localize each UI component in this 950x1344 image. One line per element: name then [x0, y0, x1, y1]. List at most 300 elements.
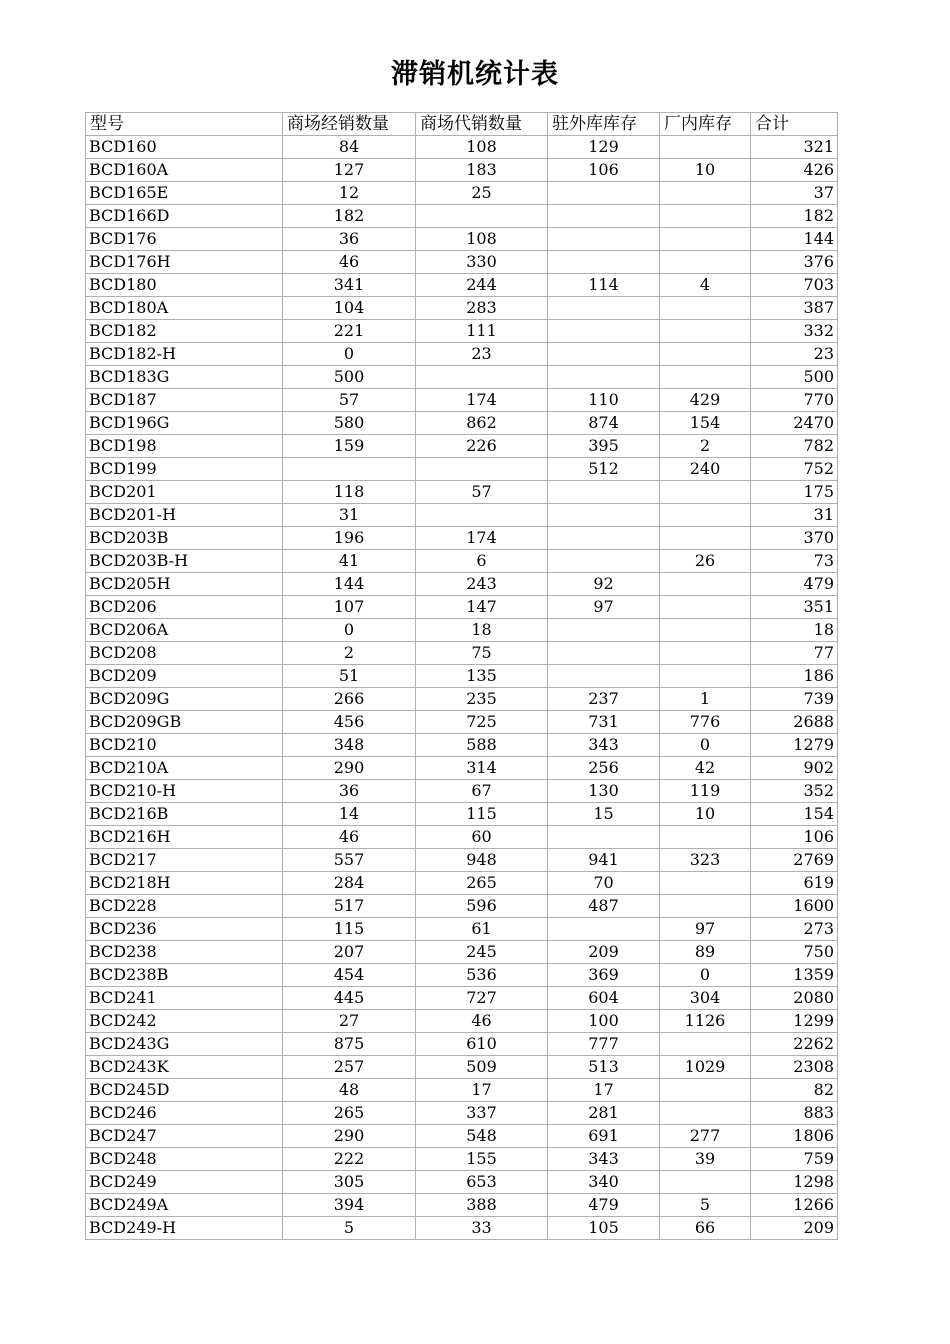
mall-dealer-qty-cell: 222 — [283, 1148, 416, 1171]
model-cell: BCD182-H — [86, 343, 283, 366]
external-warehouse-stock-cell: 604 — [548, 987, 660, 1010]
model-cell: BCD180 — [86, 274, 283, 297]
mall-dealer-qty-cell: 221 — [283, 320, 416, 343]
mall-consign-qty-cell: 17 — [416, 1079, 548, 1102]
total-cell: 750 — [751, 941, 838, 964]
mall-consign-qty-cell: 147 — [416, 596, 548, 619]
table-row — [86, 780, 838, 803]
mall-consign-qty-cell: 108 — [416, 228, 548, 251]
table-row — [86, 987, 838, 1010]
mall-dealer-qty-cell: 115 — [283, 918, 416, 941]
model-cell: BCD249 — [86, 1171, 283, 1194]
mall-consign-qty-cell: 183 — [416, 159, 548, 182]
mall-dealer-qty-cell: 127 — [283, 159, 416, 182]
model-cell: BCD176H — [86, 251, 283, 274]
factory-stock-cell: 10 — [660, 803, 751, 826]
model-cell: BCD216B — [86, 803, 283, 826]
total-cell: 106 — [751, 826, 838, 849]
mall-consign-qty-cell: 135 — [416, 665, 548, 688]
model-cell: BCD238B — [86, 964, 283, 987]
mall-consign-qty-cell: 337 — [416, 1102, 548, 1125]
mall-dealer-qty-cell: 41 — [283, 550, 416, 573]
mall-consign-qty-cell: 265 — [416, 872, 548, 895]
mall-consign-qty-cell: 509 — [416, 1056, 548, 1079]
factory-stock-cell: 154 — [660, 412, 751, 435]
model-cell: BCD210-H — [86, 780, 283, 803]
header-external-warehouse-stock: 驻外库库存 — [548, 113, 660, 136]
mall-dealer-qty-cell — [283, 458, 416, 481]
factory-stock-cell: 304 — [660, 987, 751, 1010]
mall-dealer-qty-cell: 118 — [283, 481, 416, 504]
mall-dealer-qty-cell: 445 — [283, 987, 416, 1010]
mall-dealer-qty-cell: 348 — [283, 734, 416, 757]
table-row — [86, 389, 838, 412]
mall-dealer-qty-cell: 57 — [283, 389, 416, 412]
external-warehouse-stock-cell: 92 — [548, 573, 660, 596]
external-warehouse-stock-cell: 874 — [548, 412, 660, 435]
model-cell: BCD201-H — [86, 504, 283, 527]
mall-consign-qty-cell: 60 — [416, 826, 548, 849]
external-warehouse-stock-cell: 209 — [548, 941, 660, 964]
model-cell: BCD249-H — [86, 1217, 283, 1240]
mall-consign-qty-cell: 610 — [416, 1033, 548, 1056]
factory-stock-cell — [660, 251, 751, 274]
table-row — [86, 1217, 838, 1240]
factory-stock-cell: 323 — [660, 849, 751, 872]
mall-consign-qty-cell: 46 — [416, 1010, 548, 1033]
factory-stock-cell: 26 — [660, 550, 751, 573]
total-cell: 82 — [751, 1079, 838, 1102]
total-cell: 1299 — [751, 1010, 838, 1033]
factory-stock-cell: 5 — [660, 1194, 751, 1217]
table-row — [86, 251, 838, 274]
total-cell: 387 — [751, 297, 838, 320]
factory-stock-cell — [660, 1171, 751, 1194]
model-cell: BCD243K — [86, 1056, 283, 1079]
external-warehouse-stock-cell — [548, 504, 660, 527]
model-cell: BCD182 — [86, 320, 283, 343]
factory-stock-cell — [660, 343, 751, 366]
external-warehouse-stock-cell: 691 — [548, 1125, 660, 1148]
header-total: 合计 — [751, 113, 838, 136]
table-row — [86, 182, 838, 205]
external-warehouse-stock-cell: 110 — [548, 389, 660, 412]
total-cell: 2262 — [751, 1033, 838, 1056]
mall-dealer-qty-cell: 341 — [283, 274, 416, 297]
model-cell: BCD216H — [86, 826, 283, 849]
external-warehouse-stock-cell: 130 — [548, 780, 660, 803]
total-cell: 175 — [751, 481, 838, 504]
mall-consign-qty-cell: 235 — [416, 688, 548, 711]
mall-consign-qty-cell — [416, 366, 548, 389]
mall-consign-qty-cell: 653 — [416, 1171, 548, 1194]
total-cell: 154 — [751, 803, 838, 826]
mall-consign-qty-cell: 536 — [416, 964, 548, 987]
mall-consign-qty-cell: 330 — [416, 251, 548, 274]
mall-consign-qty-cell: 388 — [416, 1194, 548, 1217]
mall-dealer-qty-cell: 207 — [283, 941, 416, 964]
model-cell: BCD196G — [86, 412, 283, 435]
model-cell: BCD236 — [86, 918, 283, 941]
mall-dealer-qty-cell: 159 — [283, 435, 416, 458]
factory-stock-cell — [660, 642, 751, 665]
header-model: 型号 — [86, 113, 283, 136]
factory-stock-cell — [660, 136, 751, 159]
table-row — [86, 159, 838, 182]
mall-consign-qty-cell: 23 — [416, 343, 548, 366]
model-cell: BCD199 — [86, 458, 283, 481]
model-cell: BCD187 — [86, 389, 283, 412]
total-cell: 479 — [751, 573, 838, 596]
table-row — [86, 1194, 838, 1217]
table-row — [86, 412, 838, 435]
total-cell: 77 — [751, 642, 838, 665]
mall-consign-qty-cell: 57 — [416, 481, 548, 504]
mall-consign-qty-cell: 244 — [416, 274, 548, 297]
total-cell: 37 — [751, 182, 838, 205]
factory-stock-cell: 429 — [660, 389, 751, 412]
model-cell: BCD160A — [86, 159, 283, 182]
mall-dealer-qty-cell: 284 — [283, 872, 416, 895]
table-row — [86, 136, 838, 159]
mall-consign-qty-cell: 75 — [416, 642, 548, 665]
total-cell: 321 — [751, 136, 838, 159]
factory-stock-cell: 89 — [660, 941, 751, 964]
external-warehouse-stock-cell — [548, 619, 660, 642]
table-row — [86, 872, 838, 895]
factory-stock-cell: 0 — [660, 734, 751, 757]
table-row — [86, 941, 838, 964]
mall-dealer-qty-cell: 51 — [283, 665, 416, 688]
mall-dealer-qty-cell: 27 — [283, 1010, 416, 1033]
mall-consign-qty-cell: 18 — [416, 619, 548, 642]
total-cell: 186 — [751, 665, 838, 688]
factory-stock-cell — [660, 1102, 751, 1125]
mall-dealer-qty-cell: 48 — [283, 1079, 416, 1102]
mall-dealer-qty-cell: 557 — [283, 849, 416, 872]
table-row — [86, 849, 838, 872]
total-cell: 752 — [751, 458, 838, 481]
model-cell: BCD243G — [86, 1033, 283, 1056]
factory-stock-cell — [660, 1079, 751, 1102]
model-cell: BCD210 — [86, 734, 283, 757]
external-warehouse-stock-cell: 129 — [548, 136, 660, 159]
table-row — [86, 619, 838, 642]
model-cell: BCD228 — [86, 895, 283, 918]
total-cell: 2080 — [751, 987, 838, 1010]
table-row — [86, 665, 838, 688]
table-row — [86, 964, 838, 987]
page-title: 滞销机统计表 — [391, 59, 559, 90]
total-cell: 2308 — [751, 1056, 838, 1079]
external-warehouse-stock-cell — [548, 366, 660, 389]
stock-table — [85, 112, 838, 1240]
table-row — [86, 228, 838, 251]
total-cell: 1359 — [751, 964, 838, 987]
external-warehouse-stock-cell: 340 — [548, 1171, 660, 1194]
mall-consign-qty-cell: 174 — [416, 527, 548, 550]
mall-dealer-qty-cell: 257 — [283, 1056, 416, 1079]
external-warehouse-stock-cell: 70 — [548, 872, 660, 895]
external-warehouse-stock-cell: 369 — [548, 964, 660, 987]
mall-consign-qty-cell: 108 — [416, 136, 548, 159]
factory-stock-cell — [660, 182, 751, 205]
factory-stock-cell: 240 — [660, 458, 751, 481]
mall-consign-qty-cell: 115 — [416, 803, 548, 826]
factory-stock-cell — [660, 619, 751, 642]
external-warehouse-stock-cell: 105 — [548, 1217, 660, 1240]
factory-stock-cell: 42 — [660, 757, 751, 780]
external-warehouse-stock-cell: 343 — [548, 734, 660, 757]
external-warehouse-stock-cell — [548, 481, 660, 504]
factory-stock-cell — [660, 504, 751, 527]
model-cell: BCD241 — [86, 987, 283, 1010]
external-warehouse-stock-cell: 343 — [548, 1148, 660, 1171]
factory-stock-cell: 776 — [660, 711, 751, 734]
mall-consign-qty-cell — [416, 504, 548, 527]
factory-stock-cell — [660, 228, 751, 251]
mall-dealer-qty-cell: 46 — [283, 826, 416, 849]
external-warehouse-stock-cell — [548, 205, 660, 228]
external-warehouse-stock-cell: 395 — [548, 435, 660, 458]
table-row — [86, 504, 838, 527]
mall-consign-qty-cell: 67 — [416, 780, 548, 803]
mall-dealer-qty-cell: 305 — [283, 1171, 416, 1194]
table-row — [86, 527, 838, 550]
external-warehouse-stock-cell: 941 — [548, 849, 660, 872]
model-cell: BCD209GB — [86, 711, 283, 734]
mall-consign-qty-cell: 727 — [416, 987, 548, 1010]
table-row — [86, 343, 838, 366]
external-warehouse-stock-cell: 100 — [548, 1010, 660, 1033]
model-cell: BCD183G — [86, 366, 283, 389]
total-cell: 902 — [751, 757, 838, 780]
mall-dealer-qty-cell: 456 — [283, 711, 416, 734]
factory-stock-cell — [660, 872, 751, 895]
total-cell: 1279 — [751, 734, 838, 757]
total-cell: 209 — [751, 1217, 838, 1240]
table-row — [86, 297, 838, 320]
mall-dealer-qty-cell: 517 — [283, 895, 416, 918]
mall-dealer-qty-cell: 14 — [283, 803, 416, 826]
mall-dealer-qty-cell: 265 — [283, 1102, 416, 1125]
external-warehouse-stock-cell — [548, 826, 660, 849]
external-warehouse-stock-cell: 237 — [548, 688, 660, 711]
mall-consign-qty-cell: 6 — [416, 550, 548, 573]
mall-dealer-qty-cell: 0 — [283, 619, 416, 642]
table-row — [86, 918, 838, 941]
external-warehouse-stock-cell: 281 — [548, 1102, 660, 1125]
mall-consign-qty-cell: 548 — [416, 1125, 548, 1148]
external-warehouse-stock-cell — [548, 251, 660, 274]
external-warehouse-stock-cell — [548, 550, 660, 573]
table-row — [86, 435, 838, 458]
model-cell: BCD217 — [86, 849, 283, 872]
mall-consign-qty-cell: 725 — [416, 711, 548, 734]
model-cell: BCD205H — [86, 573, 283, 596]
factory-stock-cell — [660, 205, 751, 228]
model-cell: BCD210A — [86, 757, 283, 780]
total-cell: 352 — [751, 780, 838, 803]
total-cell: 182 — [751, 205, 838, 228]
total-cell: 351 — [751, 596, 838, 619]
external-warehouse-stock-cell: 731 — [548, 711, 660, 734]
total-cell: 31 — [751, 504, 838, 527]
table-row — [86, 734, 838, 757]
total-cell: 73 — [751, 550, 838, 573]
model-cell: BCD209 — [86, 665, 283, 688]
factory-stock-cell — [660, 481, 751, 504]
table-row — [86, 1033, 838, 1056]
total-cell: 23 — [751, 343, 838, 366]
mall-dealer-qty-cell: 290 — [283, 1125, 416, 1148]
mall-consign-qty-cell: 33 — [416, 1217, 548, 1240]
model-cell: BCD249A — [86, 1194, 283, 1217]
external-warehouse-stock-cell: 17 — [548, 1079, 660, 1102]
model-cell: BCD208 — [86, 642, 283, 665]
mall-consign-qty-cell: 226 — [416, 435, 548, 458]
mall-dealer-qty-cell: 46 — [283, 251, 416, 274]
mall-consign-qty-cell: 862 — [416, 412, 548, 435]
external-warehouse-stock-cell — [548, 228, 660, 251]
total-cell: 376 — [751, 251, 838, 274]
table-row — [86, 1148, 838, 1171]
external-warehouse-stock-cell — [548, 343, 660, 366]
table-row — [86, 320, 838, 343]
mall-dealer-qty-cell: 104 — [283, 297, 416, 320]
mall-dealer-qty-cell: 12 — [283, 182, 416, 205]
total-cell: 782 — [751, 435, 838, 458]
mall-consign-qty-cell: 596 — [416, 895, 548, 918]
mall-dealer-qty-cell: 875 — [283, 1033, 416, 1056]
factory-stock-cell — [660, 596, 751, 619]
model-cell: BCD247 — [86, 1125, 283, 1148]
external-warehouse-stock-cell — [548, 642, 660, 665]
header-mall-dealer-qty: 商场经销数量 — [283, 113, 416, 136]
external-warehouse-stock-cell: 512 — [548, 458, 660, 481]
total-cell: 883 — [751, 1102, 838, 1125]
table-row — [86, 458, 838, 481]
mall-consign-qty-cell: 283 — [416, 297, 548, 320]
external-warehouse-stock-cell — [548, 182, 660, 205]
total-cell: 1298 — [751, 1171, 838, 1194]
factory-stock-cell: 1126 — [660, 1010, 751, 1033]
factory-stock-cell — [660, 895, 751, 918]
model-cell: BCD165E — [86, 182, 283, 205]
factory-stock-cell — [660, 1033, 751, 1056]
mall-dealer-qty-cell: 36 — [283, 228, 416, 251]
external-warehouse-stock-cell: 15 — [548, 803, 660, 826]
total-cell: 770 — [751, 389, 838, 412]
total-cell: 1600 — [751, 895, 838, 918]
mall-consign-qty-cell — [416, 205, 548, 228]
total-cell: 1266 — [751, 1194, 838, 1217]
total-cell: 426 — [751, 159, 838, 182]
external-warehouse-stock-cell: 487 — [548, 895, 660, 918]
mall-dealer-qty-cell: 454 — [283, 964, 416, 987]
mall-dealer-qty-cell: 2 — [283, 642, 416, 665]
mall-consign-qty-cell: 174 — [416, 389, 548, 412]
mall-consign-qty-cell: 588 — [416, 734, 548, 757]
total-cell: 619 — [751, 872, 838, 895]
mall-dealer-qty-cell: 290 — [283, 757, 416, 780]
mall-dealer-qty-cell: 500 — [283, 366, 416, 389]
mall-consign-qty-cell: 155 — [416, 1148, 548, 1171]
table-row — [86, 1125, 838, 1148]
factory-stock-cell: 1029 — [660, 1056, 751, 1079]
factory-stock-cell — [660, 366, 751, 389]
table-header-row — [86, 113, 838, 136]
external-warehouse-stock-cell — [548, 320, 660, 343]
external-warehouse-stock-cell: 513 — [548, 1056, 660, 1079]
mall-dealer-qty-cell: 580 — [283, 412, 416, 435]
mall-consign-qty-cell — [416, 458, 548, 481]
header-mall-consign-qty: 商场代销数量 — [416, 113, 548, 136]
mall-dealer-qty-cell: 182 — [283, 205, 416, 228]
mall-dealer-qty-cell: 266 — [283, 688, 416, 711]
model-cell: BCD166D — [86, 205, 283, 228]
model-cell: BCD245D — [86, 1079, 283, 1102]
external-warehouse-stock-cell: 256 — [548, 757, 660, 780]
total-cell: 144 — [751, 228, 838, 251]
total-cell: 370 — [751, 527, 838, 550]
table-row — [86, 711, 838, 734]
mall-consign-qty-cell: 314 — [416, 757, 548, 780]
mall-consign-qty-cell: 111 — [416, 320, 548, 343]
total-cell: 18 — [751, 619, 838, 642]
mall-dealer-qty-cell: 84 — [283, 136, 416, 159]
table-row — [86, 826, 838, 849]
model-cell: BCD238 — [86, 941, 283, 964]
table-row — [86, 1010, 838, 1033]
external-warehouse-stock-cell — [548, 297, 660, 320]
model-cell: BCD248 — [86, 1148, 283, 1171]
total-cell: 2470 — [751, 412, 838, 435]
factory-stock-cell: 66 — [660, 1217, 751, 1240]
mall-consign-qty-cell: 25 — [416, 182, 548, 205]
mall-consign-qty-cell: 245 — [416, 941, 548, 964]
factory-stock-cell — [660, 665, 751, 688]
model-cell: BCD218H — [86, 872, 283, 895]
factory-stock-cell: 277 — [660, 1125, 751, 1148]
factory-stock-cell: 0 — [660, 964, 751, 987]
factory-stock-cell: 1 — [660, 688, 751, 711]
factory-stock-cell — [660, 297, 751, 320]
table-row — [86, 1079, 838, 1102]
total-cell: 1806 — [751, 1125, 838, 1148]
external-warehouse-stock-cell: 479 — [548, 1194, 660, 1217]
external-warehouse-stock-cell — [548, 527, 660, 550]
table-row — [86, 481, 838, 504]
mall-consign-qty-cell: 243 — [416, 573, 548, 596]
table-row — [86, 274, 838, 297]
table-row — [86, 1171, 838, 1194]
external-warehouse-stock-cell — [548, 665, 660, 688]
mall-dealer-qty-cell: 394 — [283, 1194, 416, 1217]
model-cell: BCD206A — [86, 619, 283, 642]
table-row — [86, 573, 838, 596]
model-cell: BCD209G — [86, 688, 283, 711]
factory-stock-cell: 4 — [660, 274, 751, 297]
factory-stock-cell — [660, 826, 751, 849]
total-cell: 739 — [751, 688, 838, 711]
table-row — [86, 1102, 838, 1125]
external-warehouse-stock-cell: 97 — [548, 596, 660, 619]
factory-stock-cell — [660, 527, 751, 550]
table-row — [86, 757, 838, 780]
model-cell: BCD180A — [86, 297, 283, 320]
table-row — [86, 596, 838, 619]
